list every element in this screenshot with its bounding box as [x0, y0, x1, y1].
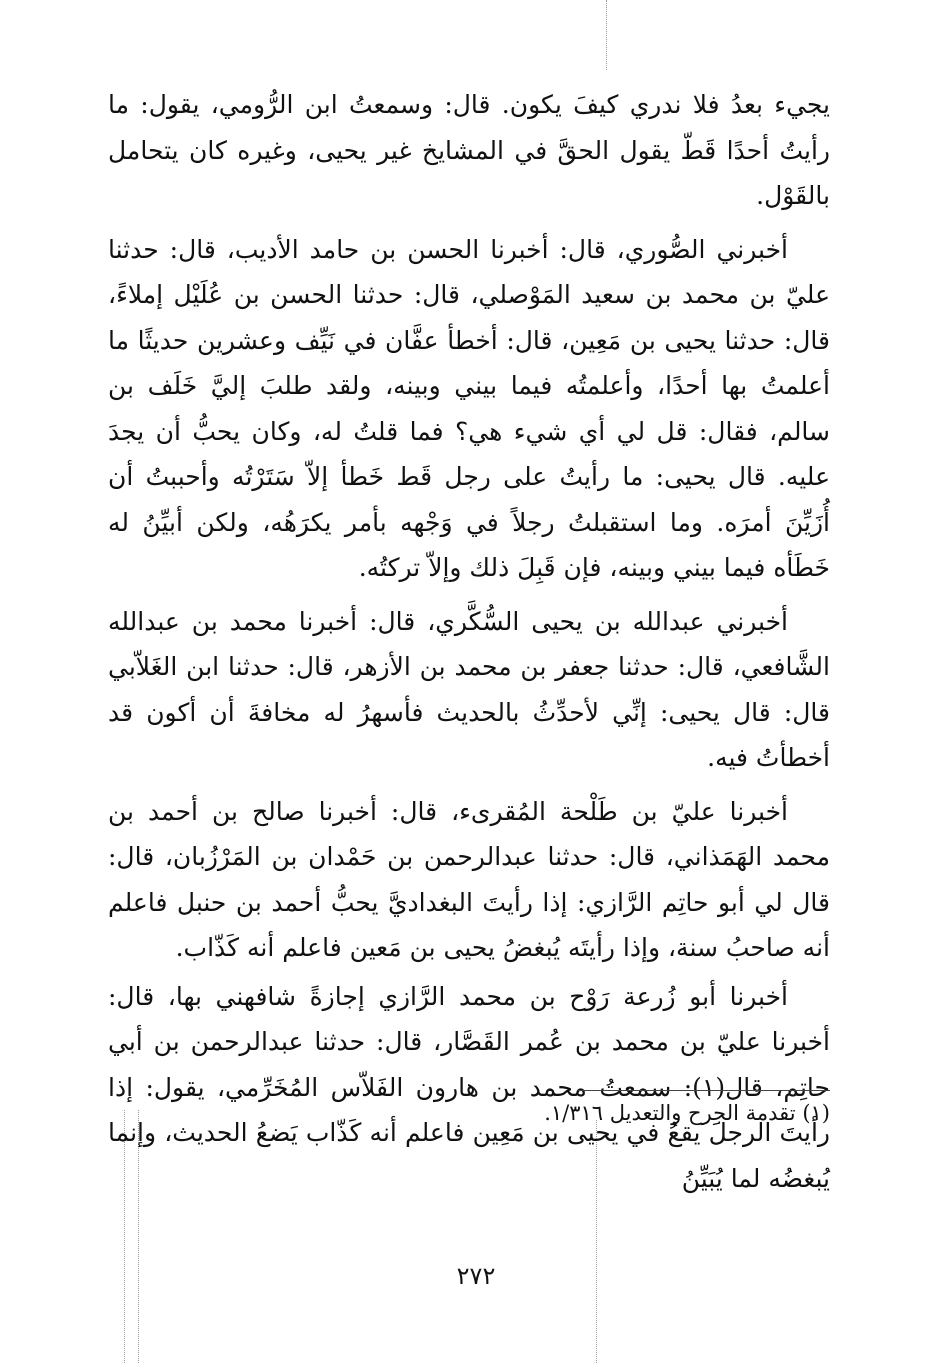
main-text [108, 82, 830, 1201]
page-number: ٢٧٢ [456, 1262, 496, 1290]
paragraph: أخبرنا عليّ بن طَلْحة المُقرىء، قال: أخبرنا صالح بن أحمد بن محمد الهَمَذاني، قال: حدثنا عبدالرحمن بن حَمْدان بن المَرْزُبان، قال: قال لي أبو حاتِم الرَّازي: إذا رأيتَ البغداديَّ يحبُّ أحمد بن حنبل فاعلم أنه صاحبُ سنة، وإذا رأيتَه يُبغضُ يحيى بن مَعين فاعلم أنه كَذّاب. [108, 796, 830, 962]
paragraph: يجيء بعدُ فلا ندري كيفَ يكون. قال: وسمعتُ ابن الرُّومي، يقول: ما رأيتُ أحدًا قَطّ يقول الحقَّ في المشايخ غير يحيى، وغيره كان يتحامل بالقَوْل. [108, 90, 830, 210]
footnote: (١) تقدمة الجرح والتعديل ١/٣١٦. [544, 1101, 830, 1125]
scan-artifact-line [606, 0, 607, 70]
paragraph: أخبرني الصُّوري، قال: أخبرنا الحسن بن حامد الأديب، قال: حدثنا عليّ بن محمد بن سعيد المَوْصلي، قال: حدثنا الحسن بن عُلَيْل إملاءً، قال: حدثنا يحيى بن مَعِين، قال: أخطأ عفَّان في نَيِّف وعشرين حديثًا ما أعلمتُ بها أحدًا، وأعلمتُه فيما بيني وبينه، ولقد طلبَ إليَّ خَلَف بن سالم، فقال: قل لي أي شيء هي؟ فما قلتُ له، وكان يحبُّ أن يجدَ عليه. قال يحيى: ما رأيتُ على رجل قَط خَطأ إلاّ سَتَرْتُه وأحببتُ أن أُزَيِّنَ أمرَه. وما استقبلتُ رجلاً في وَجْهه بأمر يكرَهُه، ولكن أبيِّنُ له خَطَأه فيما بيني وبينه، فإن قَبِلَ ذلك وإلاّ تركتُه. [108, 234, 830, 582]
footnote-divider [578, 1090, 830, 1091]
paragraph: أخبرني عبدالله بن يحيى السُّكَّري، قال: أخبرنا محمد بن عبدالله الشَّافعي، قال: حدثنا جعفر بن محمد بن الأزهر، قال: حدثنا ابن الغَلاّبي قال: قال يحيى: إنِّي لأحدِّثُ بالحديث فأسهرُ له مخافةَ أن أكون قد أخطأتُ فيه. [108, 606, 830, 772]
paragraph: أخبرنا أبو زُرعة رَوْح بن محمد الرَّازي إجازةً شافهني بها، قال: أخبرنا عليّ بن محمد بن عُمر القَصَّار، قال: حدثنا عبدالرحمن بن أبي حاتِم، قال(١): سمعتُ محمد بن هارون الفَلاّس المُخَرِّمي، يقول: إذا رأيتَ الرجلَ يقعُ في يحيى بن مَعِين فاعلم أنه كَذّاب يَضعُ الحديث، وإنما يُبغضُه لما يُبَيِّنُ [108, 981, 830, 1193]
